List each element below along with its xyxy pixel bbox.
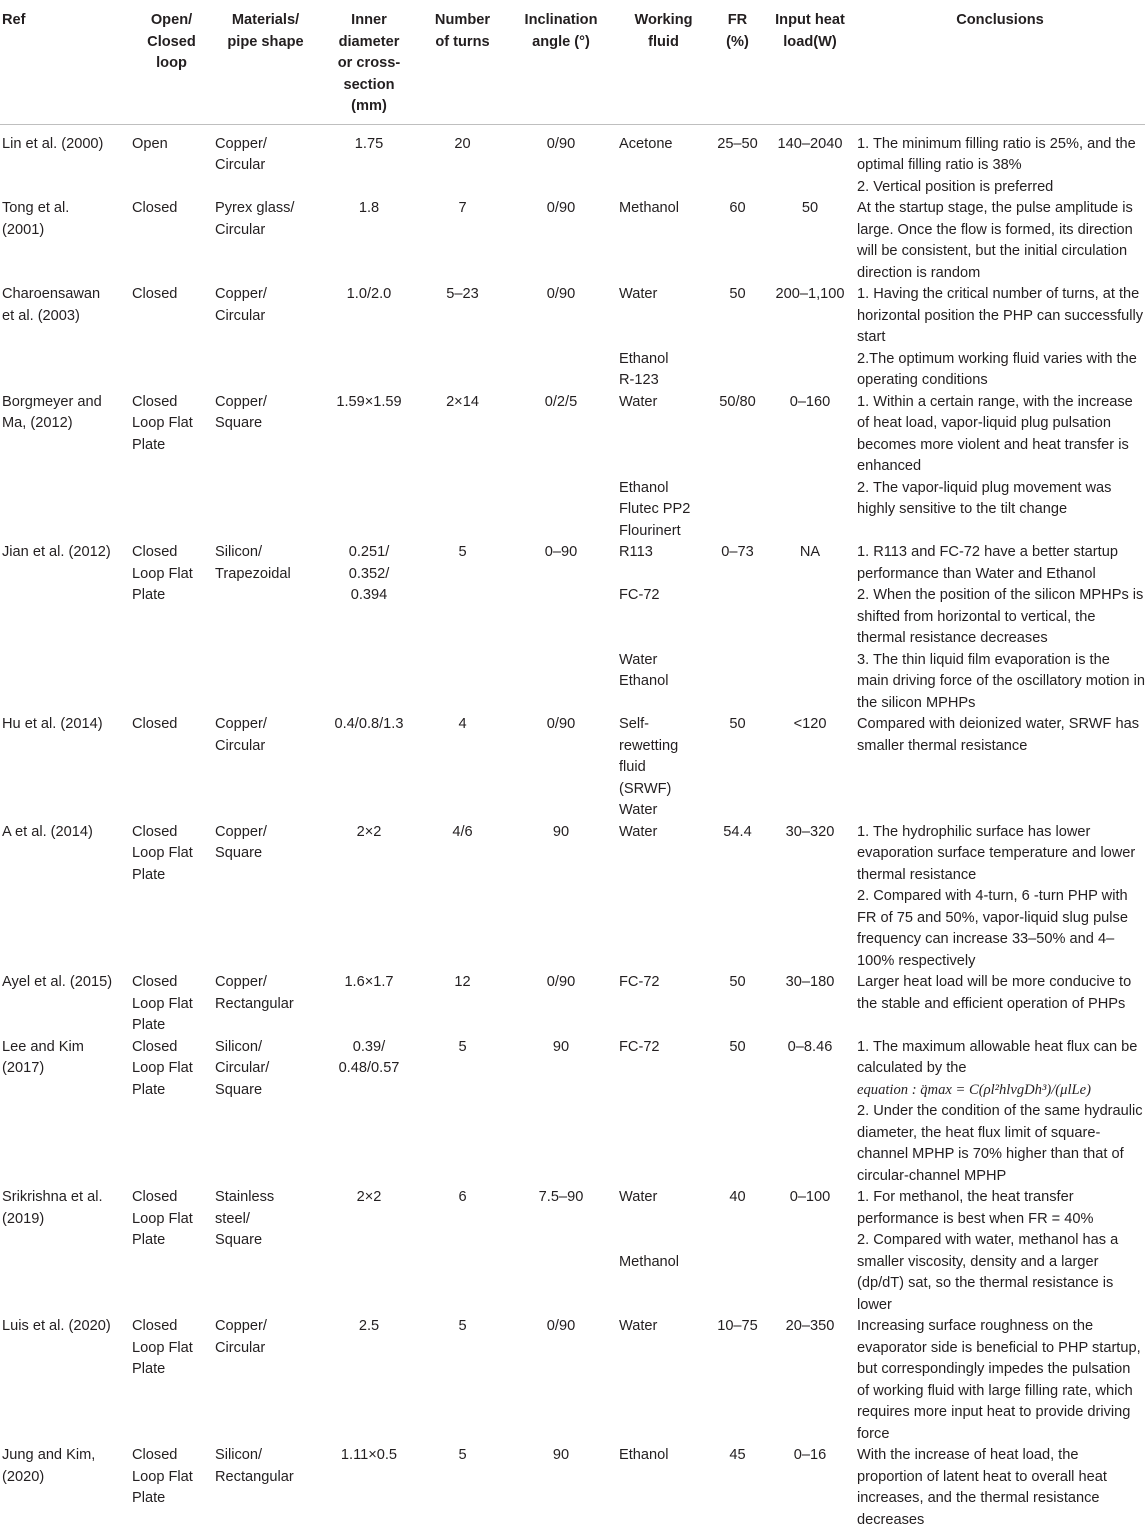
cell-conclusions: At the startup stage, the pulse amplitude is large. Once the flow is formed, its direction will be consistent, but the initial circulation direction is random [857, 200, 1133, 281]
cell-turns: 4/6 [452, 823, 473, 840]
header-angle: Inclination angle (°) [524, 12, 598, 50]
cell-conclusions: 1. The minimum filling ratio is 25%, and the optimal filling ratio is 38% 2. Vertical position is preferred [857, 135, 1136, 195]
cell-conclusions: 1. Having the critical number of turns, at the horizontal position the PHP can successfully start 2.The optimum working fluid varies with the operating conditions [857, 286, 1144, 388]
heat-flux-equation: equation : q̈max = C(ρl²hlvgDh³)/(μlLe) [857, 1081, 1091, 1098]
cell-fluid: Water Ethanol R-123 [619, 286, 669, 388]
cell-ref: Jung and Kim, (2020) [2, 1447, 96, 1485]
table-row [0, 1187, 1145, 1316]
cell-fr: 50 [729, 286, 746, 302]
cell-loop: Closed Loop Flat Plate [132, 1189, 193, 1248]
table-row [0, 542, 1145, 714]
header-materials: Materials/ pipe shape [227, 12, 304, 50]
cell-ref: Ayel et al. (2015) [2, 974, 113, 990]
cell-conclusions: 1. Within a certain range, with the increase of heat load, vapor-liquid plug pulsation becomes more violent and heat transfer is enhanced 2. The vapor-liquid plug movement was highly sensitive to the tilt change [857, 393, 1133, 517]
cell-angle: 90 [552, 1447, 570, 1463]
cell-turns: 5–23 [446, 286, 479, 302]
cell-fluid: Water [619, 823, 658, 840]
table-row [0, 284, 1145, 392]
table-row [0, 198, 1145, 284]
cell-fluid: Methanol [619, 200, 680, 216]
cell-loop: Closed Loop Flat Plate [132, 393, 193, 453]
table-row [0, 124, 1145, 198]
cell-angle: 0/90 [546, 1318, 576, 1334]
cell-ref: Luis et al. (2020) [2, 1318, 111, 1334]
cell-loop: Closed Loop Flat Plate [132, 1038, 193, 1098]
cell-turns: 5 [458, 544, 467, 560]
cell-heat: <120 [793, 716, 827, 732]
cell-heat: 50 [801, 200, 819, 216]
table-row [0, 392, 1145, 543]
cell-diameter: 1.0/2.0 [346, 286, 392, 302]
cell-fr: 60 [729, 200, 746, 216]
cell-diameter: 0.4/0.8/1.3 [334, 716, 404, 732]
cell-ref: Lin et al. (2000) [2, 135, 104, 152]
cell-ref: Tong et al. (2001) [2, 200, 70, 238]
cell-conclusions: 1. The hydrophilic surface has lower evaporation surface temperature and lower thermal resistance 2. Compared with 4-turn, 6 -turn PHP with FR of 75 and 50%, vapor-liquid slug pulse frequency can increase 33–50% and 4–100% respectively [857, 823, 1136, 969]
cell-conclusions: 1. R113 and FC-72 have a better startup performance than Water and Ethanol 2. When the position of the silicon MPHPs is shifted from horizontal to vertical, the thermal resistance decreases 3. The thin liquid film evaporation is the main driving force of the oscillatory motion in the silicon MPHPs [857, 544, 1145, 711]
cell-loop: Closed [132, 716, 178, 732]
cell-fr: 45 [729, 1447, 746, 1463]
cell-heat: 0–8.46 [787, 1038, 833, 1055]
cell-angle: 0/90 [546, 286, 576, 302]
cell-conclusions: With the increase of heat load, the proportion of latent heat to overall heat increases, and the thermal resistance decreases [857, 1447, 1107, 1528]
cell-fluid: FC-72 [619, 974, 660, 990]
cell-turns: 12 [454, 974, 471, 990]
table-header [0, 0, 1145, 124]
header-conclusions: Conclusions [956, 12, 1044, 28]
cell-ref: Jian et al. (2012) [2, 544, 111, 560]
cell-fr: 50 [729, 716, 746, 732]
header-fluid: Working fluid [634, 12, 693, 50]
header-turns: Number of turns [434, 12, 491, 50]
cell-turns: 5 [458, 1447, 467, 1463]
cell-fluid: Ethanol [619, 1447, 669, 1463]
cell-diameter: 1.8 [358, 200, 380, 216]
cell-diameter: 0.251/ 0.352/ 0.394 [348, 544, 390, 603]
cell-fr: 40 [729, 1189, 746, 1205]
cell-fr: 50 [729, 1038, 746, 1055]
header-heat: Input heat load(W) [775, 12, 845, 50]
cell-heat: NA [799, 544, 821, 560]
cell-fr: 50/80 [719, 393, 756, 410]
cell-fr: 54.4 [723, 823, 752, 840]
cell-ref: Charoensawan et al. (2003) [2, 286, 101, 324]
cell-materials: Copper/ Square [215, 393, 267, 431]
cell-angle: 0/90 [546, 974, 576, 990]
cell-heat: 0–160 [789, 393, 831, 410]
cell-conclusions [855, 1037, 1145, 1188]
cell-fr: 10–75 [717, 1318, 758, 1334]
cell-materials: Pyrex glass/ Circular [215, 200, 295, 238]
cell-ref: Lee and Kim (2017) [2, 1038, 84, 1076]
table-row [0, 1037, 1145, 1188]
cell-heat: 0–100 [789, 1189, 831, 1205]
header-loop: Open/ Closed loop [147, 12, 196, 71]
header-diameter: Inner diameter or cross- section (mm) [337, 12, 401, 114]
conclusion-text: 1. The maximum allowable heat flux can be calculated by the [857, 1038, 1138, 1076]
cell-loop: Closed [132, 200, 178, 216]
cell-heat: 20–350 [785, 1318, 835, 1334]
cell-materials: Stainless steel/ Square [215, 1189, 275, 1248]
cell-turns: 20 [454, 135, 471, 152]
table-row [0, 972, 1145, 1037]
cell-ref: A et al. (2014) [2, 823, 93, 840]
cell-angle: 0–90 [544, 544, 578, 560]
cell-fluid: Self- rewetting fluid (SRWF) Water [619, 716, 679, 818]
cell-fluid: FC-72 [619, 1038, 660, 1055]
cell-loop: Closed [132, 286, 178, 302]
table-row [0, 822, 1145, 973]
cell-conclusions: 1. For methanol, the heat transfer performance is best when FR = 40% 2. Compared with water, methanol has a smaller viscosity, density and a larger (dp/dT) sat, so the thermal resistance is lower [857, 1189, 1119, 1313]
cell-diameter: 1.6×1.7 [344, 974, 394, 990]
cell-loop: Closed Loop Flat Plate [132, 974, 193, 1033]
cell-fr: 25–50 [717, 135, 758, 152]
cell-angle: 7.5–90 [538, 1189, 584, 1205]
cell-ref: Hu et al. (2014) [2, 716, 103, 732]
table-row [0, 1445, 1145, 1531]
cell-fluid: R113 FC-72 Water Ethanol [619, 544, 669, 689]
header-fr: FR (%) [726, 12, 749, 50]
cell-loop: Closed Loop Flat Plate [132, 1447, 193, 1506]
cell-heat: 140–2040 [777, 135, 843, 152]
cell-angle: 0/90 [546, 135, 576, 152]
table-row [0, 714, 1145, 822]
cell-diameter: 2.5 [358, 1318, 380, 1334]
cell-fluid: Water [619, 1318, 658, 1334]
table-row [0, 1316, 1145, 1445]
cell-ref: Borgmeyer and Ma, (2012) [2, 393, 102, 431]
cell-turns: 7 [458, 200, 467, 216]
cell-materials: Silicon/ Circular/ Square [215, 1038, 270, 1098]
cell-diameter: 0.39/ 0.48/0.57 [338, 1038, 400, 1076]
cell-turns: 5 [458, 1038, 467, 1055]
cell-materials: Copper/ Circular [215, 1318, 267, 1356]
header-row [0, 0, 1145, 124]
cell-loop: Closed Loop Flat Plate [132, 544, 193, 603]
cell-angle: 0/90 [546, 200, 576, 216]
cell-diameter: 2×2 [356, 1189, 382, 1205]
cell-loop: Closed Loop Flat Plate [132, 823, 193, 883]
cell-heat: 0–16 [793, 1447, 827, 1463]
cell-fluid: Water Methanol [619, 1189, 680, 1270]
cell-fluid: Acetone [619, 135, 673, 152]
cell-fr: 0–73 [721, 544, 754, 560]
table-body [0, 124, 1145, 1531]
cell-turns: 6 [458, 1189, 467, 1205]
cell-turns: 2×14 [446, 393, 479, 410]
header-ref: Ref [2, 12, 26, 28]
cell-angle: 90 [552, 1038, 570, 1055]
cell-materials: Silicon/ Rectangular [215, 1447, 294, 1485]
cell-angle: 0/2/5 [544, 393, 578, 410]
cell-fr: 50 [729, 974, 746, 990]
cell-materials: Copper/ Circular [215, 135, 267, 173]
cell-loop: Open [132, 135, 168, 152]
cell-diameter: 1.75 [354, 135, 384, 152]
cell-heat: 200–1,100 [775, 286, 845, 302]
conclusion-text: 2. Under the condition of the same hydraulic diameter, the heat flux limit of square-channel MPHP is 70% higher than that of circular-channel MPHP [857, 1103, 1143, 1184]
cell-turns: 5 [458, 1318, 467, 1334]
cell-fluid: Water Ethanol Flutec PP2 Flourinert [619, 393, 691, 539]
cell-diameter: 1.11×0.5 [340, 1447, 398, 1463]
cell-conclusions: Increasing surface roughness on the evaporator side is beneficial to PHP startup, but correspondingly impedes the pulsation of working fluid with large filling rate, which requires more input heat to provide driving force [857, 1318, 1141, 1442]
cell-materials: Silicon/ Trapezoidal [215, 544, 291, 582]
cell-heat: 30–180 [785, 974, 835, 990]
cell-turns: 4 [458, 716, 467, 732]
cell-materials: Copper/ Square [215, 823, 267, 861]
cell-ref: Srikrishna et al. (2019) [2, 1189, 103, 1227]
cell-diameter: 1.59×1.59 [336, 393, 402, 410]
cell-diameter: 2×2 [356, 823, 382, 840]
cell-heat: 30–320 [785, 823, 835, 840]
cell-angle: 0/90 [546, 716, 576, 732]
cell-angle: 90 [552, 823, 570, 840]
cell-loop: Closed Loop Flat Plate [132, 1318, 193, 1377]
cell-conclusions: Compared with deionized water, SRWF has smaller thermal resistance [857, 716, 1140, 754]
cell-conclusions: Larger heat load will be more conducive to the stable and efficient operation of PHPs [857, 974, 1132, 1012]
cell-materials: Copper/ Circular [215, 716, 267, 754]
cell-materials: Copper/ Circular [215, 286, 267, 324]
cell-materials: Copper/ Rectangular [215, 974, 294, 1012]
